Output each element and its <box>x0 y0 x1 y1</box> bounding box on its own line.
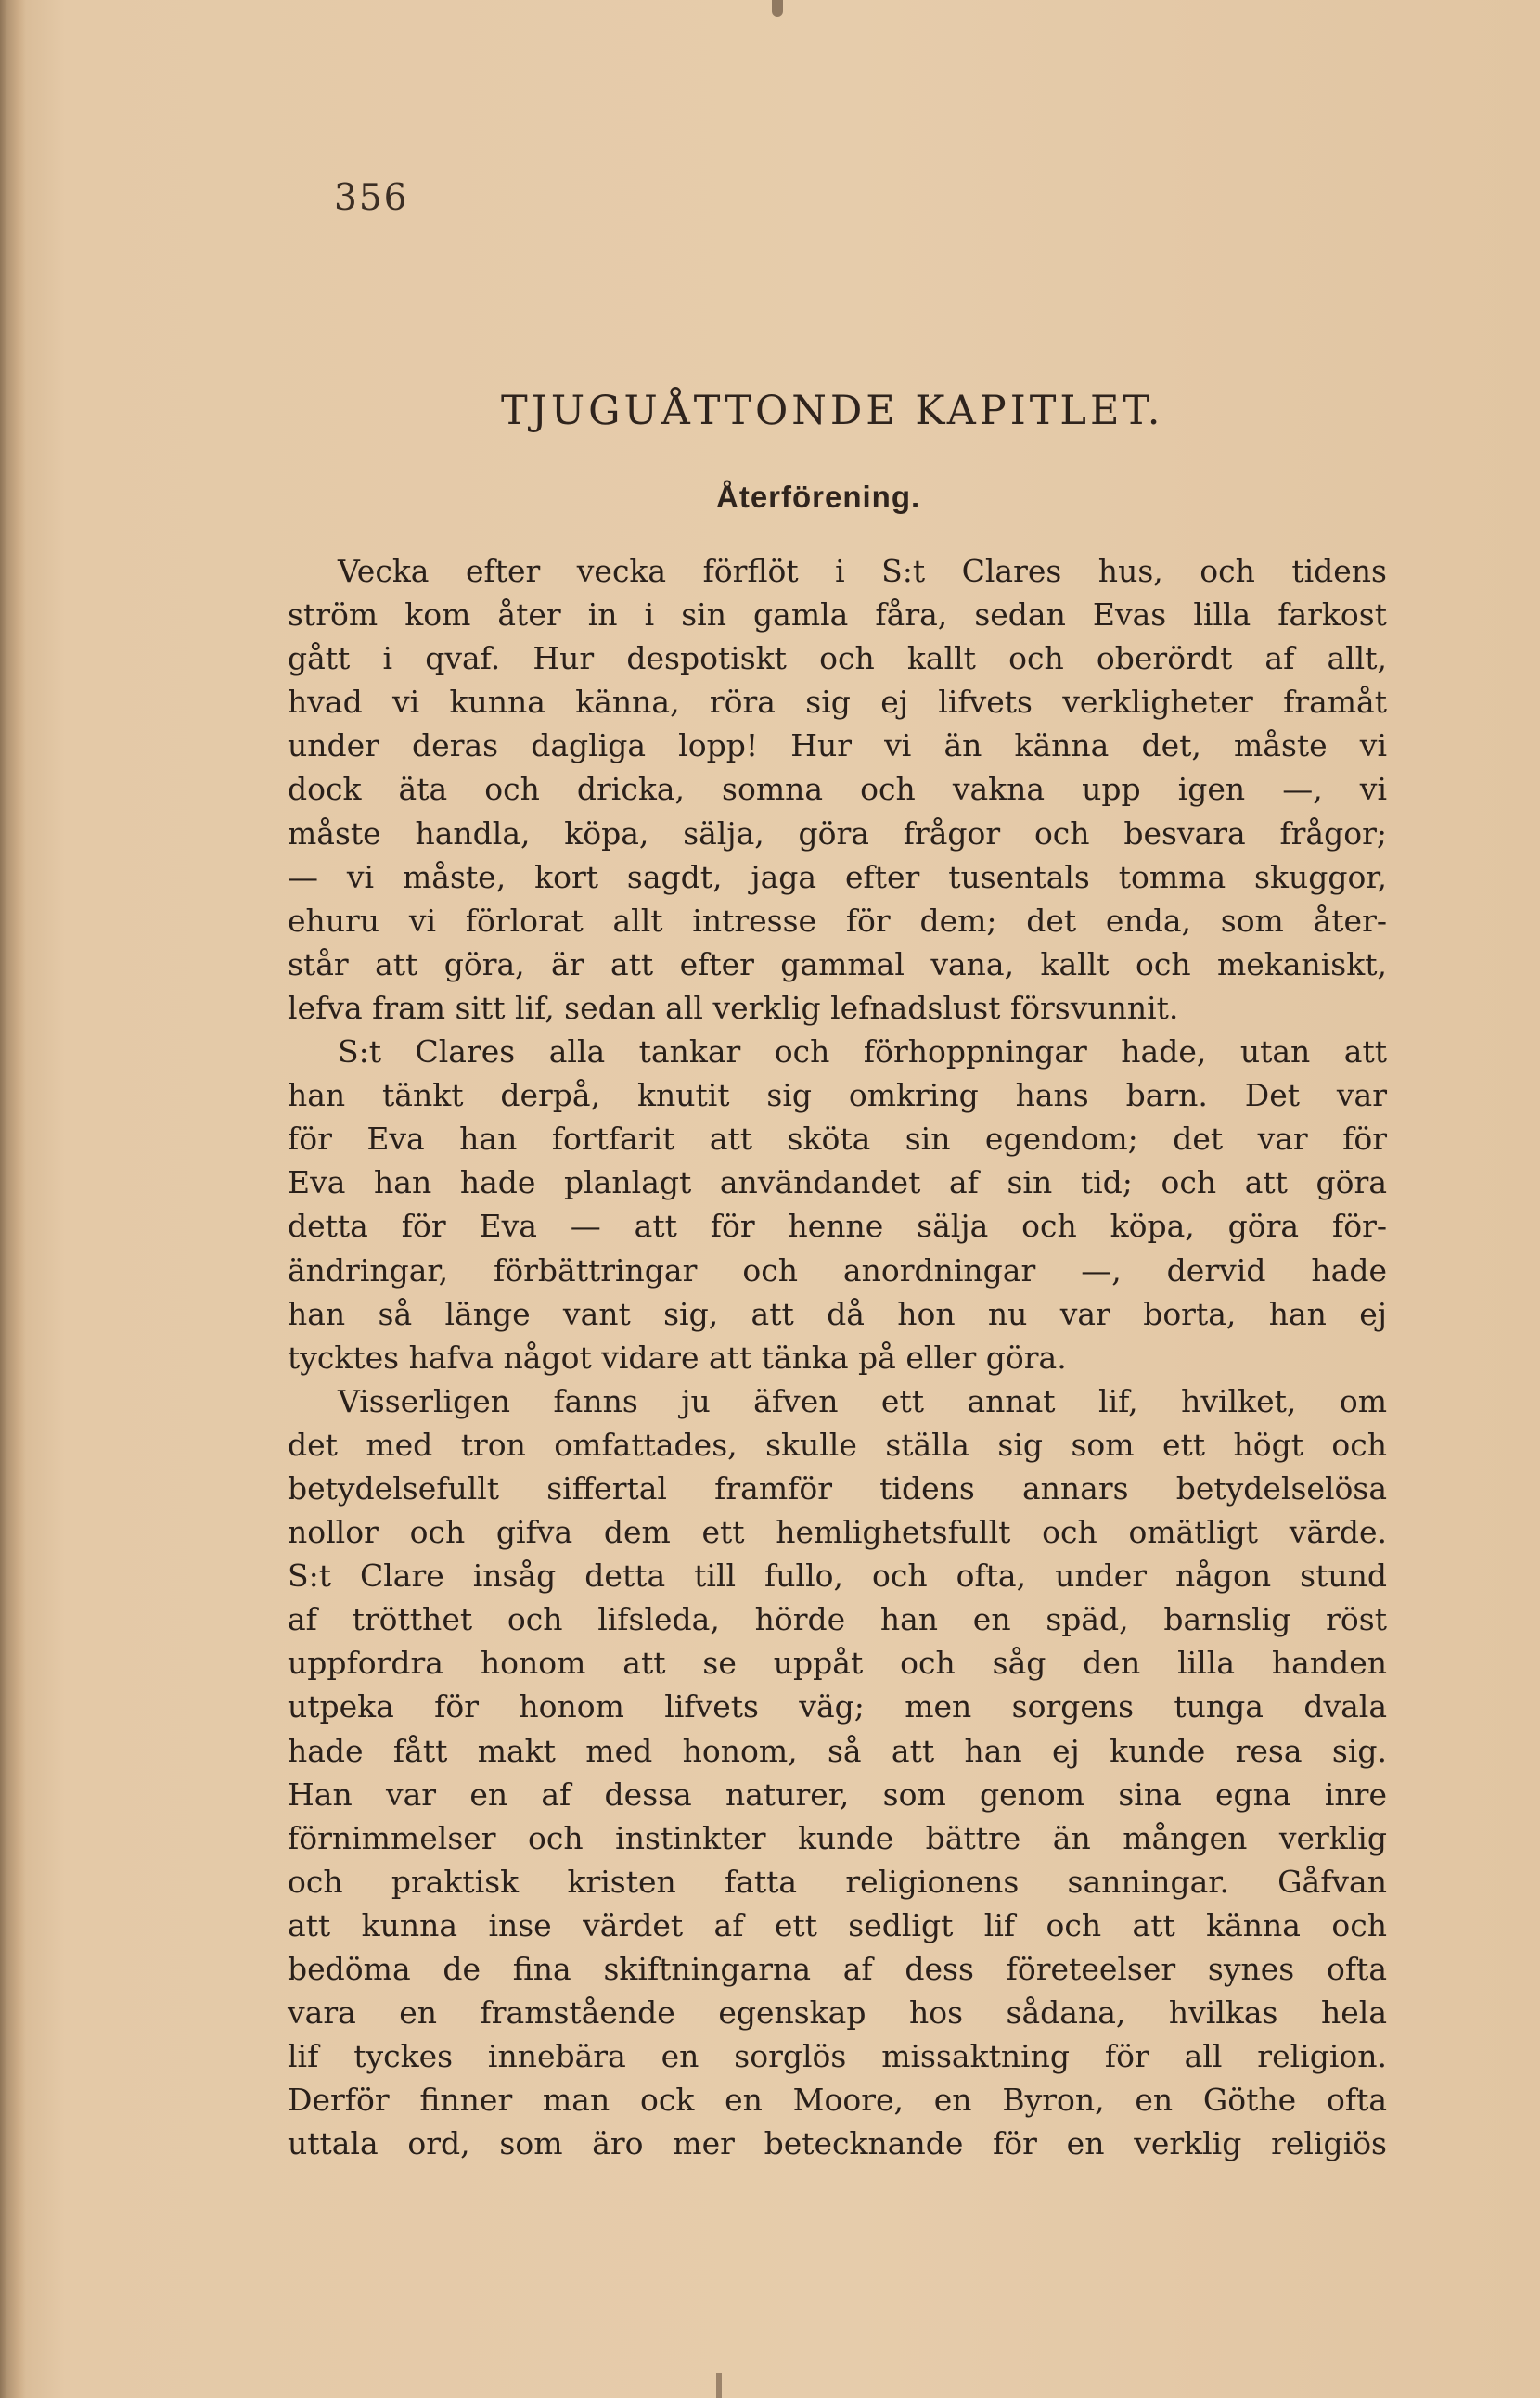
text-line: måste handla, köpa, sälja, göra frågor och besvara frågor; <box>288 814 1387 852</box>
text-line: — vi måste, kort sagdt, jaga efter tusentals tomma skuggor, <box>288 858 1387 895</box>
text-line: uttala ord, som äro mer betecknande för en verklig religiös <box>288 2125 1387 2162</box>
chapter-title: TJUGUÅTTONDE KAPITLET. <box>501 388 1164 434</box>
text-line: ström kom åter in i sin gamla fåra, sedan Evas lilla farkost <box>288 596 1387 634</box>
page-binding-edge <box>0 0 26 2398</box>
text-line: hvad vi kunna känna, röra sig ej lifvets verkligheter framåt <box>288 684 1387 721</box>
text-line: under deras dagliga lopp! Hur vi än känna det, måste vi <box>288 727 1387 764</box>
text-line: ändringar, förbättringar och anordningar —, dervid hade <box>288 1251 1387 1289</box>
text-line: gått i qvaf. Hur despotiskt och kallt och oberördt af allt, <box>288 640 1387 677</box>
text-line: S:t Clares alla tankar och förhoppningar hade, utan att <box>338 1033 1387 1071</box>
text-line: att kunna inse värdet af ett sedligt lif och att känna och <box>288 1906 1387 1943</box>
section-title: Återförening. <box>716 480 921 514</box>
text-line: för Eva han fortfarit att sköta sin egendom; det var för <box>288 1121 1387 1158</box>
text-line: och praktisk kristen fatta religionens sanningar. Gåfvan <box>288 1863 1387 1900</box>
top-edge-mark <box>772 0 783 17</box>
bottom-edge-mark <box>716 2373 722 2398</box>
text-line: förnimmelser och instinkter kunde bättre än mången verklig <box>288 1819 1387 1856</box>
body-text <box>288 549 1387 2165</box>
text-line: lif tyckes innebära en sorglös missaktning för all religion. <box>288 2038 1387 2075</box>
text-line: vara en framstående egenskap hos sådana, hvilkas hela <box>288 1994 1387 2032</box>
text-line: betydelsefullt siffertal framför tidens annars betydelselösa <box>288 1469 1387 1507</box>
text-line: af trötthet och lifsleda, hörde han en späd, barnslig röst <box>288 1601 1387 1638</box>
text-line: hade fått makt med honom, så att han ej kunde resa sig. <box>288 1732 1387 1769</box>
text-line: tycktes hafva något vidare att tänka på eller göra. <box>288 1339 1067 1376</box>
text-line: dock äta och dricka, somna och vakna upp igen —, vi <box>288 771 1387 808</box>
text-line: S:t Clare insåg detta till fullo, och ofta, under någon stund <box>288 1558 1387 1595</box>
text-line: detta för Eva — att för henne sälja och köpa, göra för- <box>288 1208 1387 1245</box>
text-line: utpeka för honom lifvets väg; men sorgens tunga dvala <box>288 1688 1387 1725</box>
text-line: det med tron omfattades, skulle ställa sig som ett högt och <box>288 1426 1387 1463</box>
text-line: Derför finner man ock en Moore, en Byron, en Göthe ofta <box>288 2082 1387 2119</box>
text-line: Han var en af dessa naturer, som genom sina egna inre <box>288 1776 1387 1813</box>
text-line: står att göra, är att efter gammal vana, kallt och mekaniskt, <box>288 945 1387 982</box>
text-line: Vecka efter vecka förflöt i S:t Clares hus, och tidens <box>338 553 1387 589</box>
text-line: nollor och gifva dem ett hemlighetsfullt och omätligt värde. <box>288 1514 1387 1551</box>
page-number: 356 <box>334 177 409 219</box>
text-line: ehuru vi förlorat allt intresse för dem; det enda, som åter- <box>288 902 1387 939</box>
text-line: Visserligen fanns ju äfven ett annat lif, hvilket, om <box>338 1382 1387 1419</box>
text-line: lefva fram sitt lif, sedan all verklig lefnadslust försvunnit. <box>288 989 1179 1026</box>
text-line: bedöma de fina skiftningarna af dess företeelser synes ofta <box>288 1951 1387 1987</box>
text-line: Eva han hade planlagt användandet af sin tid; och att göra <box>288 1164 1387 1201</box>
text-line: han så länge vant sig, att då hon nu var borta, han ej <box>288 1295 1387 1332</box>
text-line: uppfordra honom att se uppåt och såg den lilla handen <box>288 1645 1387 1682</box>
text-line: han tänkt derpå, knutit sig omkring hans barn. Det var <box>288 1077 1387 1114</box>
